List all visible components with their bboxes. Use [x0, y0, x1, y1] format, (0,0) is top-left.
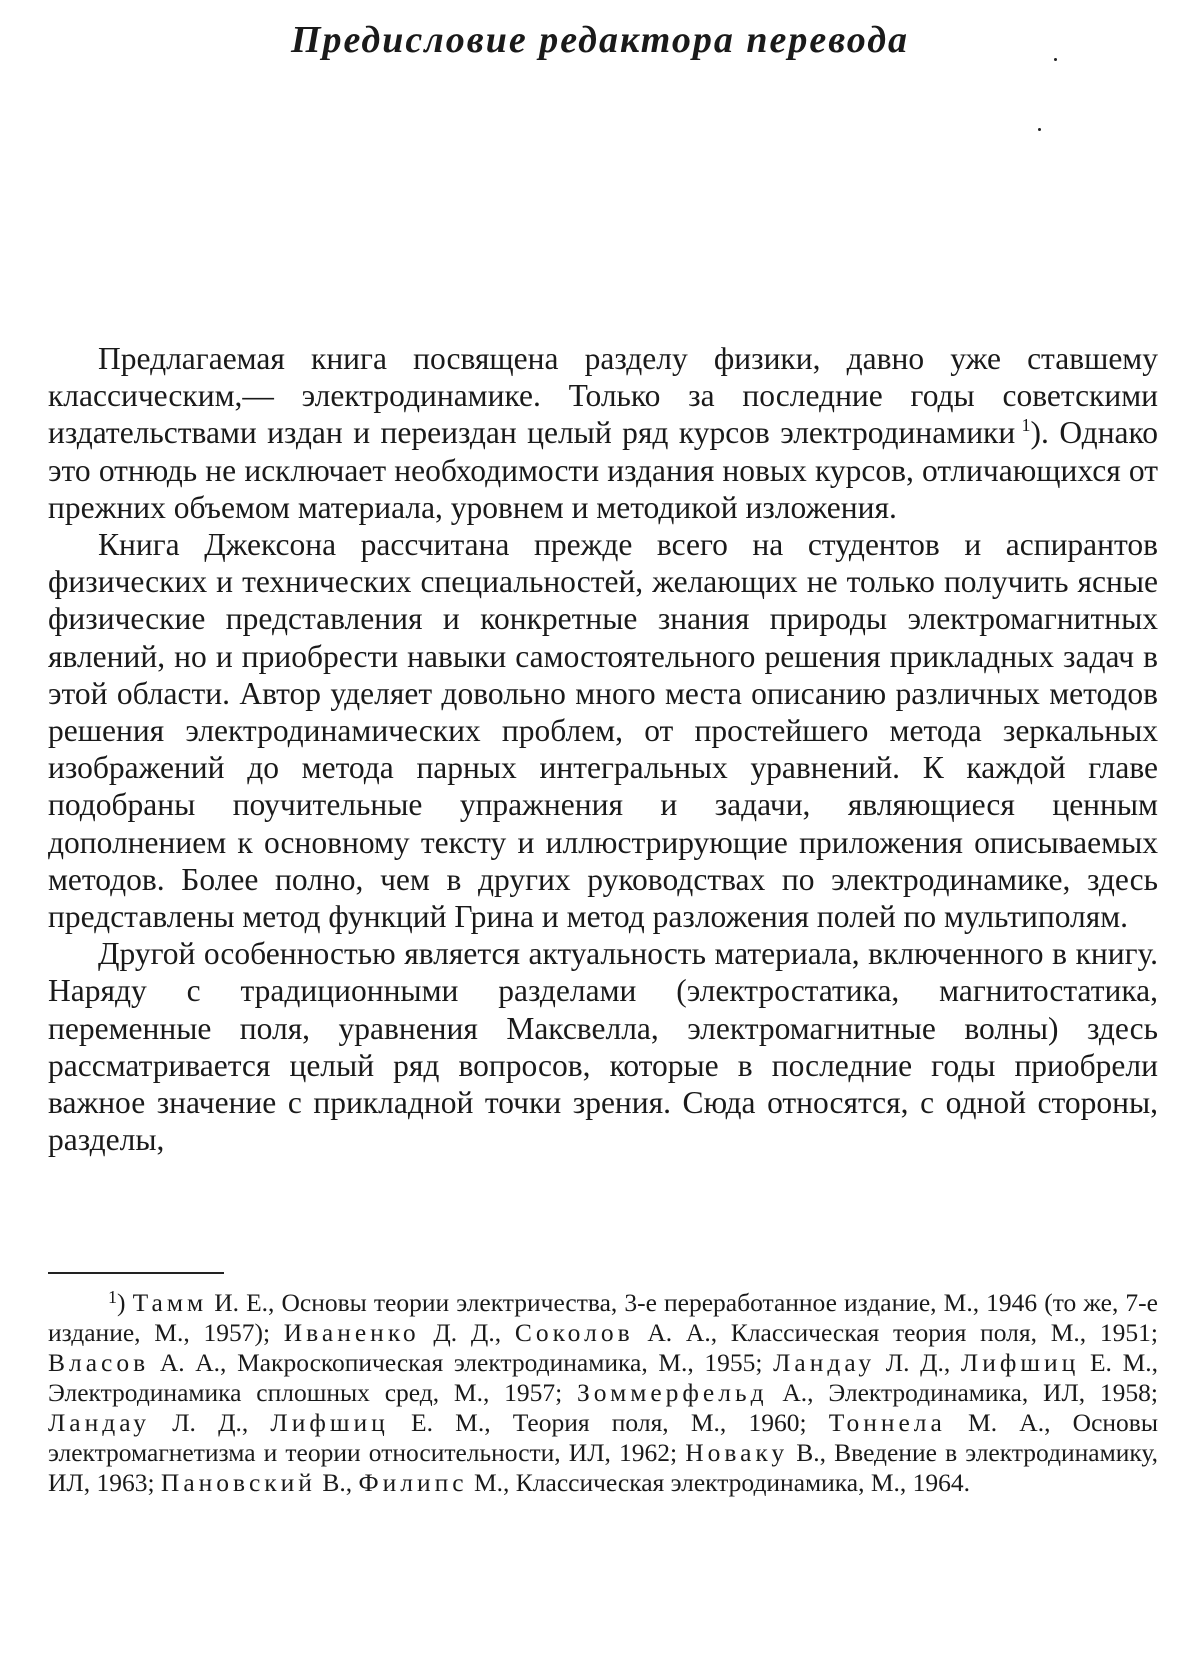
- footnote-mark: 1: [108, 1287, 117, 1307]
- author-name: Филипс: [358, 1468, 468, 1497]
- citation-text: Л. Д.,: [150, 1408, 271, 1437]
- author-name: Иваненко: [283, 1318, 420, 1347]
- author-name: Тамм: [132, 1288, 208, 1317]
- author-name: Новаку: [685, 1438, 789, 1467]
- paragraph: [48, 340, 1158, 526]
- citation-text: Е. М., Теория поля, М., 1960;: [388, 1408, 829, 1437]
- paragraph: Другой особенностью является актуальность материала, включенного в книгу. Наряду с традиционными разделами (электростатика, магнитостатика, переменные поля, уравнения Максвелла, электромагнитные волны) здесь рассматривается целый ряд вопросов, которые в последние годы приобрели важное значение с прикладной точки зрения. Сюда относятся, с одной стороны, разделы,: [48, 936, 1158, 1158]
- author-name: Соколов: [514, 1318, 634, 1347]
- footnote-divider: [48, 1272, 224, 1274]
- author-name: Ландау: [773, 1348, 876, 1377]
- paragraph: Книга Джексона рассчитана прежде всего на студентов и аспирантов физических и технических специальностей, желающих не только получить ясные физические представления и конкретные знания природы электромагнитных явлений, но и приобрести навыки самостоятельного решения прикладных задач в этой области. Автор уделяет довольно много места описанию различных методов решения электродинамических проблем, от простейшего метода зеркальных изображений до метода парных интегральных уравнений. К каждой главе подобраны поучительные упражнения и задачи, являющиеся ценным дополнением к основному тексту и иллюстрирующие приложения описываемых методов. Более полно, чем в других руководствах по электродинамике, здесь представлены метод функций Грина и метод разложения полей по мультиполям.: [48, 527, 1158, 935]
- page-title: Предисловие редактора перевода: [290, 19, 910, 61]
- author-name: Лифшиц: [270, 1408, 389, 1437]
- paragraph-text: Предлагаемая книга посвящена разделу физики, давно уже ставшему классическим,— электродинамике. Только за последние годы советскими издательствами издан и переиздан целый ряд курсов электродинамики: [48, 341, 1158, 451]
- main-text: [48, 340, 1158, 1158]
- citation-text: Д. Д.,: [419, 1318, 515, 1347]
- author-name: Пановский: [160, 1468, 316, 1497]
- citation-text: А. А., Классическая теория поля, М., 1951;: [633, 1318, 1158, 1347]
- print-speck: [1054, 58, 1057, 61]
- citation-text: В.,: [315, 1468, 359, 1497]
- author-name: Ландау: [48, 1408, 151, 1437]
- citation-text: А. А., Макроскопическая электродинамика, М., 1955;: [149, 1348, 774, 1377]
- footnote-text: [48, 1288, 1158, 1497]
- citation-text: А., Электродинамика, ИЛ, 1958;: [767, 1378, 1159, 1407]
- citation-text: Е. М., Электродинамика сплошных сред, М., 1957;: [48, 1348, 1158, 1407]
- citation-text: М., Классическая электродинамика, М., 1964.: [467, 1468, 971, 1497]
- citation-text: Л. Д.,: [875, 1348, 961, 1377]
- print-speck: [1038, 128, 1041, 131]
- citation-text: М. А., Основы электромагнетизма и теории относительности, ИЛ, 1962;: [48, 1408, 1158, 1467]
- footnote: [48, 1288, 1158, 1498]
- author-name: Власов: [48, 1348, 150, 1377]
- author-name: Зоммерфельд: [577, 1378, 768, 1407]
- author-name: Тоннела: [828, 1408, 946, 1437]
- citation-text: ): [117, 1288, 133, 1317]
- footnote-reference[interactable]: 1: [1021, 415, 1031, 436]
- citation-text: В., Введение в электродинамику, ИЛ, 1963;: [48, 1438, 1158, 1497]
- citation-text: И. Е., Основы теории электричества, 3-е переработанное издание, М., 1946 (то же, 7-е издание, М., 1957);: [48, 1288, 1158, 1347]
- author-name: Лифшиц: [960, 1348, 1080, 1377]
- paragraph-text: ). Однако это отнюдь не исключает необходимости издания новых курсов, отличающихся от прежних объемом материала, уровнем и методикой изложения.: [48, 415, 1158, 525]
